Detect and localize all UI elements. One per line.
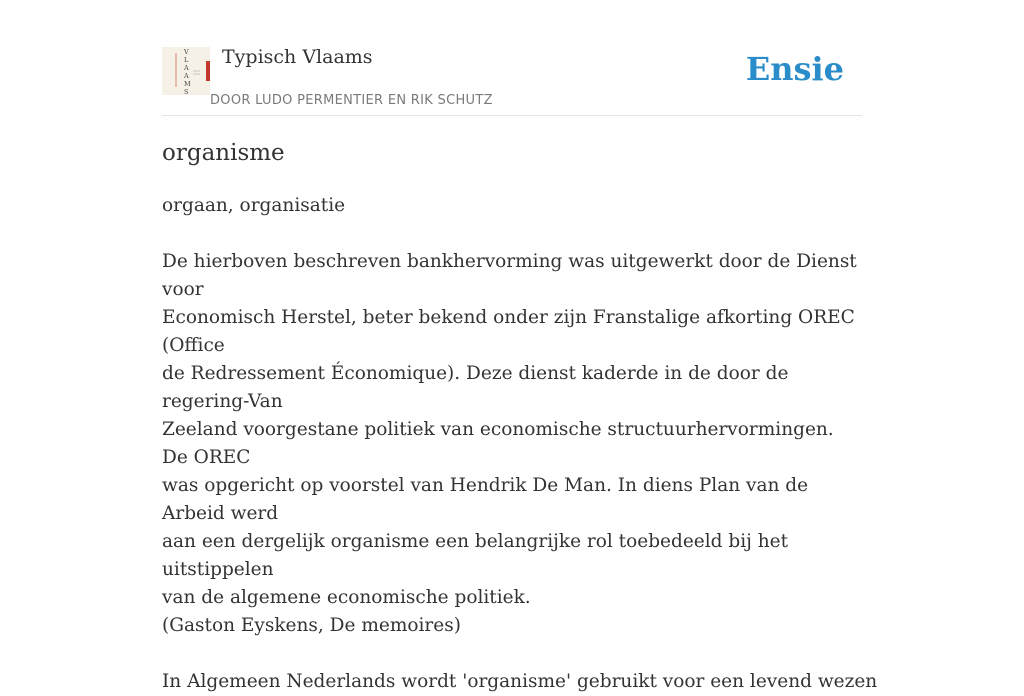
related-terms: orgaan, organisatie: [162, 195, 346, 216]
quote-line: Economisch Herstel, beter bekend onder zijn Franstalige afkorting OREC (Office: [162, 307, 855, 356]
quote-line: was opgericht op voorstel van Hendrik De Man. In diens Plan van de Arbeid werd: [162, 475, 809, 524]
next-paragraph: In Algemeen Nederlands wordt 'organisme' gebruikt voor een levend wezen: [162, 671, 878, 692]
book-cover-avatar[interactable]: [162, 47, 210, 95]
book-authors: DOOR LUDO PERMENTIER EN RIK SCHUTZ: [210, 93, 493, 108]
book-cover-icon: [162, 47, 210, 95]
quote-line: van de algemene economische politiek.: [162, 587, 531, 608]
cover-letter: M: [184, 80, 191, 88]
cover-letter: L: [184, 56, 189, 64]
quote-citation: (Gaston Eyskens, De memoires): [162, 615, 461, 636]
cover-letter: A: [184, 64, 189, 72]
cover-letter: V: [184, 48, 189, 56]
page-container: [162, 0, 878, 692]
book-title-link[interactable]: Typisch Vlaams: [222, 46, 373, 68]
quote-line: De hierboven beschreven bankhervorming was uitgewerkt door de Dienst voor: [162, 251, 857, 300]
entry-title: organisme: [162, 140, 285, 166]
header-divider: [162, 115, 862, 116]
paragraph-spacer: [162, 640, 862, 668]
quote-line: Zeeland voorgestane politiek van economische structuurhervormingen. De OREC: [162, 419, 834, 468]
quote-line: de Redressement Économique). Deze dienst kaderde in de door de regering-Van: [162, 363, 789, 412]
paragraph-spacer: [162, 220, 862, 248]
quote-line: aan een dergelijk organisme een belangrijke rol toebedeeld bij het uitstippelen: [162, 531, 789, 580]
cover-letter: S: [184, 88, 189, 96]
entry-content: [162, 192, 878, 696]
ensie-logo-link[interactable]: Ensie: [745, 50, 844, 88]
quote-paragraph: [162, 248, 862, 612]
cover-letter: A: [184, 72, 189, 80]
